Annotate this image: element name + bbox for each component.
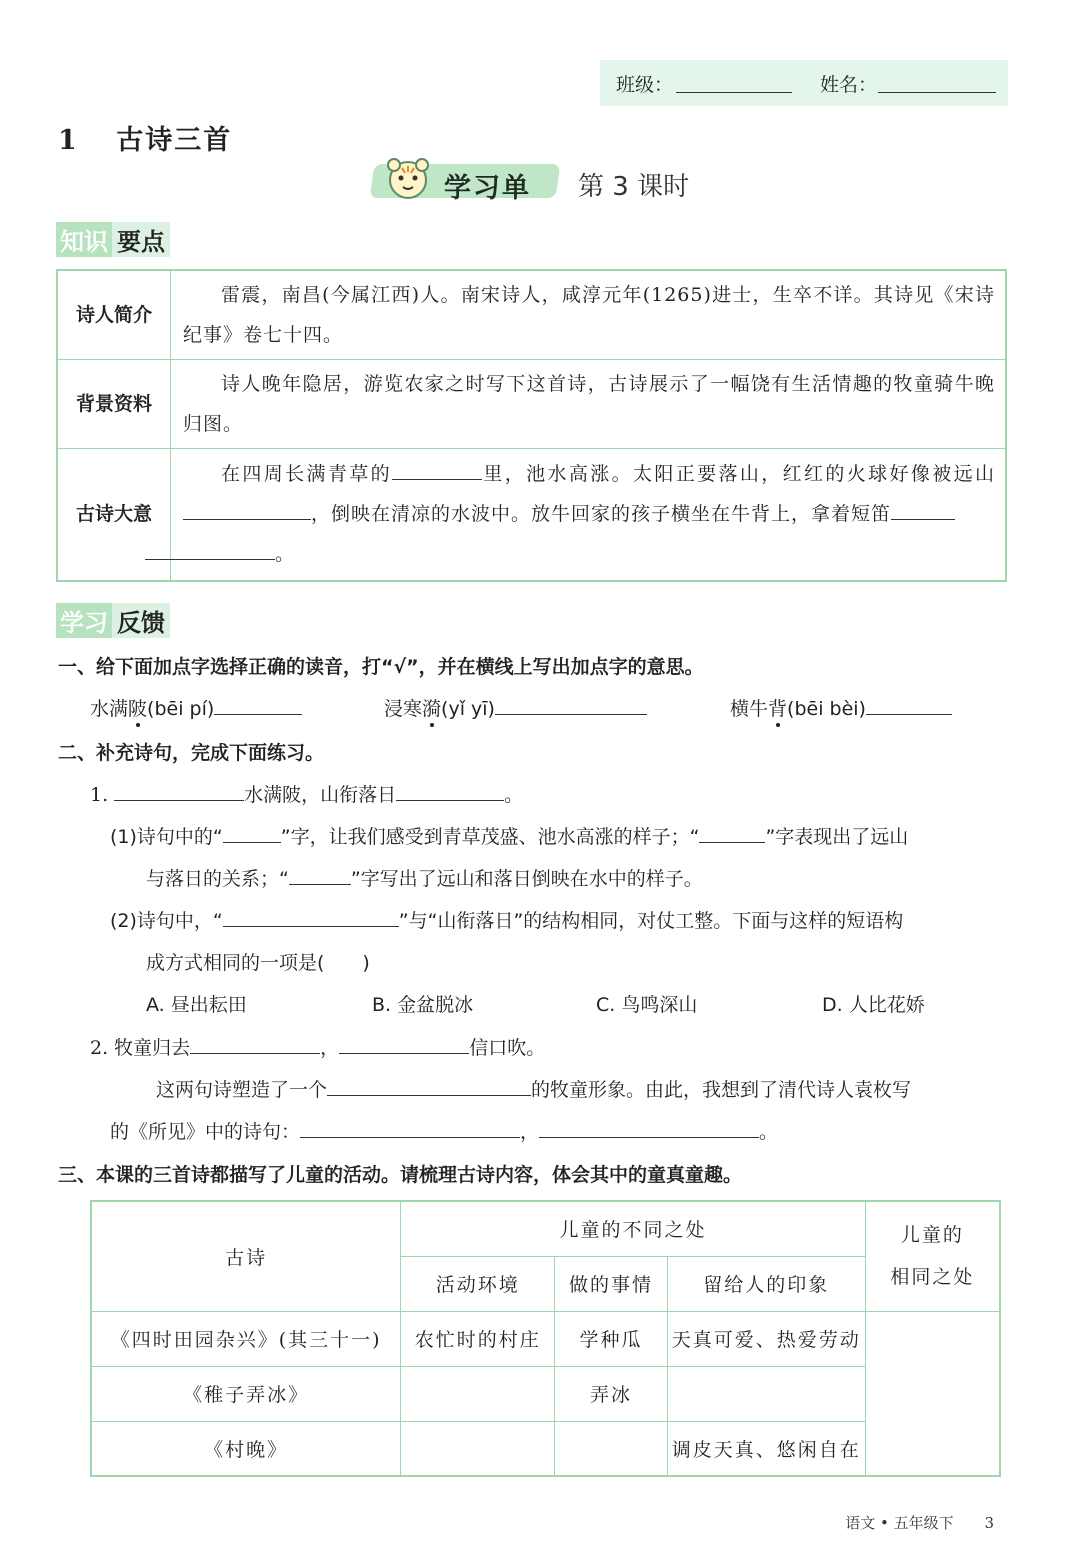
feedback-header-highlight: 学习 [56,603,112,638]
q2-s2-blank-4[interactable] [300,1117,520,1138]
q2-s2-line-2 [156,1075,1016,1102]
q1-item-3-dotted-char: 背 [768,694,787,721]
class-name-band [600,60,1008,106]
q2-sub2-line-2[interactable]: 成方式相同的一项是( ) [146,952,370,974]
q2-sub1-blank-2[interactable] [699,822,765,843]
meaning-part-2: 里，池水高涨。太阳正要落山，红红的火球好像被远山 [482,463,995,486]
q2-sub1-blank-1[interactable] [223,822,281,843]
q2-sub1-text-b: ”字，让我们感受到青草茂盛、池水高涨的样子；“ [280,826,700,848]
q1-item-1 [90,694,302,721]
q2-subquestion-2 [90,1033,545,1060]
name-blank[interactable] [878,72,996,93]
sub-header-activity: 做的事情 [555,1256,667,1311]
lesson-number: 第 3 课时 [578,172,690,202]
meaning-blank-1[interactable] [392,459,482,480]
impression-cell[interactable] [667,1366,865,1421]
q2-s1-blank-1[interactable] [114,780,244,801]
question-3-title: 三、本课的三首诗都描写了儿童的活动。请梳理古诗内容，体会其中的童真童趣。 [58,1164,743,1186]
environment-cell[interactable] [401,1421,555,1476]
activity-cell[interactable]: 弄冰 [555,1366,667,1421]
page-footer [845,1512,994,1533]
q2-s2-text-d: 这两句诗塑造了一个 [156,1079,328,1101]
option-d[interactable]: D. 人比花娇 [822,994,925,1016]
q1-item-1-blank[interactable] [214,694,302,715]
table-row [91,1421,1000,1476]
sub-header-impression: 留给人的印象 [667,1256,865,1311]
meaning-blank-3a[interactable] [891,499,955,520]
q2-s2-blank-5[interactable] [539,1117,759,1138]
meaning-part-4: 。 [275,543,296,566]
environment-cell[interactable]: 农忙时的村庄 [401,1311,555,1366]
activity-cell[interactable]: 学种瓜 [555,1311,667,1366]
q2-sub2-text-a: (2)诗句中，“ [110,910,223,932]
q2-s2-line-3 [110,1117,778,1144]
q2-s2-text-h: 。 [759,1121,779,1143]
feedback-header-text: 反馈 [112,603,170,638]
q2-s2-blank-2[interactable] [339,1033,469,1054]
meaning-blank-2[interactable] [183,499,311,520]
table-row [91,1366,1000,1421]
chapter-number: 1 [58,125,79,156]
name-label: 姓名： [820,74,878,96]
col-header-similarities-line-2: 相同之处 [890,1266,975,1289]
option-b[interactable]: B. 金盆脱冰 [372,994,474,1016]
meaning-part-1: 在四周长满青草的 [221,463,392,486]
poem-cell: 《稚子弄冰》 [91,1366,401,1421]
q2-sub1-line-1 [110,822,1010,849]
tiger-mascot-icon [382,156,434,202]
q1-item-3-pinyin[interactable]: (bēi bèi) [787,698,866,720]
class-blank[interactable] [676,72,792,93]
knowledge-section-header [56,222,170,257]
q2-s1-blank-2[interactable] [396,780,504,801]
q2-s2-text-a: 2. 牧童归去 [90,1037,191,1059]
q1-item-2-pinyin[interactable]: (yǐ yī) [441,698,495,720]
comparison-table [90,1200,1001,1477]
q2-s2-blank-1[interactable] [190,1033,320,1054]
q1-item-1-dotted-char: 陂 [128,694,147,721]
chapter-title [58,118,232,157]
study-sheet-banner [372,156,558,204]
q2-s1-middle: 水满陂，山衔落日 [244,784,397,806]
q1-item-2-blank[interactable] [495,694,647,715]
col-header-poem: 古诗 [91,1201,401,1311]
row-head-poet: 诗人简介 [57,270,171,360]
footer-subject: 语文 • 五年级下 [845,1514,954,1532]
poet-intro-text: 雷震，南昌(今属江西)人。南宋诗人，咸淳元年(1265)进士，生卒不详。其诗见《宋诗纪事》卷七十四。 [171,270,1007,360]
similarities-answer-cell[interactable] [865,1311,1000,1476]
table-row [91,1201,1000,1256]
poem-cell: 《四时田园杂兴》(其三十一) [91,1311,401,1366]
table-row [57,270,1006,360]
impression-cell[interactable]: 调皮天真、悠闲自在 [667,1421,865,1476]
chapter-name: 古诗三首 [116,125,233,156]
q1-item-3-pre: 横牛 [730,698,769,720]
table-row [57,360,1006,449]
question-1-title: 一、给下面加点字选择正确的读音，打“√”，并在横线上写出加点字的意思。 [58,656,704,678]
background-text: 诗人晚年隐居，游览农家之时写下这首诗，古诗展示了一幅饶有生活情趣的牧童骑牛晚归图。 [171,360,1007,449]
q1-item-2-pre: 浸寒 [384,698,423,720]
question-2-title: 二、补充诗句，完成下面练习。 [58,742,325,764]
q2-s2-text-c: 信口吹。 [469,1037,546,1059]
poem-cell: 《村晚》 [91,1421,401,1476]
row-head-background: 背景资料 [57,360,171,449]
q2-s1-end: 。 [504,784,524,806]
table-row [91,1311,1000,1366]
q2-sub2-blank-1[interactable] [223,906,399,927]
row-head-meaning: 古诗大意 [57,449,171,581]
q1-item-1-pre: 水满 [90,698,129,720]
q2-sub1-text-c: ”字表现出了远山 [765,826,909,848]
banner-label: 学习单 [444,173,531,204]
q1-item-1-pinyin[interactable]: (bēi pí) [147,698,215,720]
q2-s2-text-g: ， [520,1121,540,1143]
q2-s2-blank-3[interactable] [327,1075,531,1096]
knowledge-header-text: 要点 [112,222,170,257]
q2-sub1-text-e: ”字写出了远山和落日倒映在水中的样子。 [350,868,703,890]
q2-sub1-line-2 [146,864,703,891]
option-a[interactable]: A. 昼出耘田 [146,994,247,1016]
q2-s2-text-e: 的牧童形象。由此，我想到了清代诗人袁枚写 [531,1079,912,1101]
col-header-differences: 儿童的不同之处 [401,1201,866,1256]
col-header-similarities-line-1: 儿童的 [900,1224,964,1247]
option-c[interactable]: C. 鸟鸣深山 [596,994,698,1016]
q1-item-3-blank[interactable] [866,694,952,715]
col-header-similarities [865,1201,1000,1311]
q2-sub2-line-1 [110,906,1010,933]
class-label: 班级： [616,74,674,96]
q2-s1-number: 1. [90,784,109,806]
knowledge-header-highlight: 知识 [56,222,112,257]
meaning-text [171,449,1007,581]
q2-sub1-text-d: 与落日的关系；“ [146,868,289,890]
q1-item-2 [384,694,647,721]
q2-s2-text-f: 的《所见》中的诗句： [110,1121,301,1143]
feedback-section-header [56,603,170,638]
table-row [57,449,1006,581]
activity-cell[interactable] [555,1421,667,1476]
q1-item-2-dotted-char: 漪 [422,694,441,721]
knowledge-table [56,269,1007,582]
meaning-blank-3b[interactable] [145,539,275,560]
environment-cell[interactable] [401,1366,555,1421]
q1-item-3 [730,694,952,721]
q2-subquestion-1 [90,780,523,807]
q2-sub1-blank-3[interactable] [289,864,351,885]
impression-cell[interactable]: 天真可爱、热爱劳动 [667,1311,865,1366]
page-number: 3 [984,1514,994,1532]
q2-sub1-text-a: (1)诗句中的“ [110,826,223,848]
sub-header-environment: 活动环境 [401,1256,555,1311]
meaning-part-3: ，倒映在清凉的水波中。放牛回家的孩子横坐在牛背上，拿着短笛 [311,503,892,526]
q2-s2-text-b: ， [320,1037,340,1059]
q2-sub2-text-b: ”与“山衔落日”的结构相同，对仗工整。下面与这样的短语构 [398,910,904,932]
